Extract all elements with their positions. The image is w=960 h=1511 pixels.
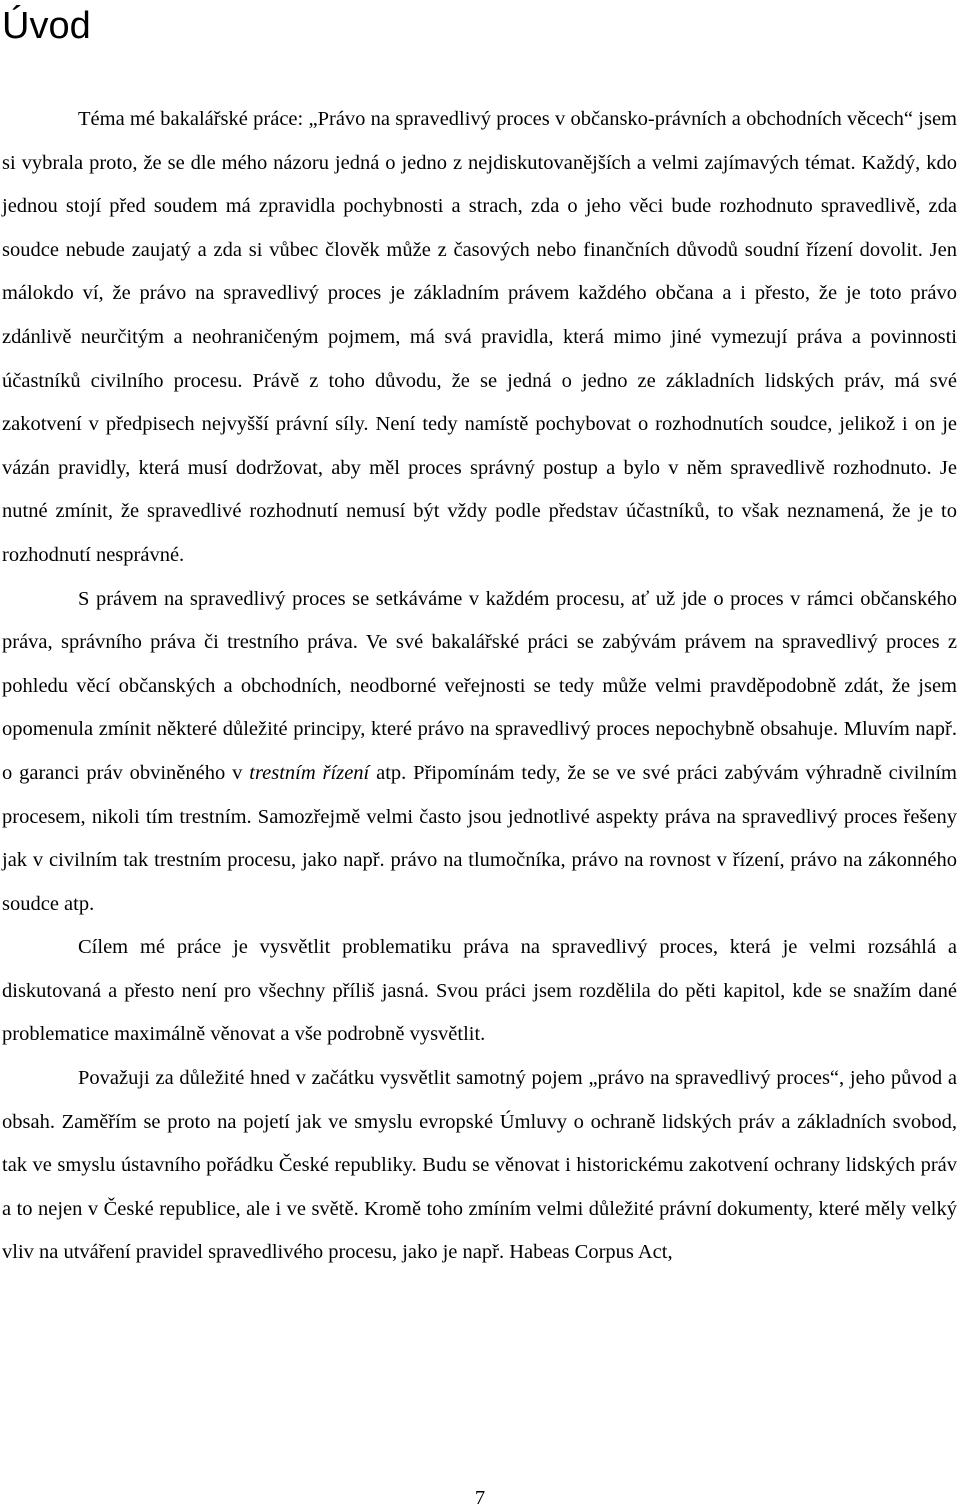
paragraph-2 <box>2 578 957 927</box>
paragraph-4 <box>2 1057 957 1275</box>
page-heading: Úvod <box>2 5 91 47</box>
page-number: 7 <box>474 1487 486 1509</box>
paragraph-1 <box>2 98 957 578</box>
paragraph-text: S právem na spravedlivý proces se setkáváme v každém procesu, ať už jde o proces v rámci občanského práva, správního práva či trestního práva. Ve své bakalářské práci se zabývám právem na spravedlivý proces z pohledu věcí občanských a obchodních, neodborné veřejnosti se tedy může velmi pravděpodobně zdát, že jsem opomenula zmínit některé důležité principy, které právo na spravedlivý proces nepochybně obsahuje. Mluvím např. o garanci práv obviněného v <box>2 587 957 784</box>
paragraph-text: Cílem mé práce je vysvětlit problematiku práva na spravedlivý proces, která je velmi rozsáhlá a diskutovaná a přesto není pro všechny příliš jasná. Svou práci jsem rozdělila do pěti kapitol, kde se snažím dané problematice maximálně věnovat a vše podrobně vysvětlit. <box>2 936 957 1046</box>
document-body <box>2 98 957 1275</box>
paragraph-text: Téma mé bakalářské práce: „Právo na spravedlivý proces v občansko-právních a obchodních věcech“ jsem si vybrala proto, že se dle mého názoru jedná o jedno z nejdiskutovanějších a velmi zajímavých témat. Každý, kdo jednou stojí před soudem má zpravidla pochybnosti a strach, zda o jeho věci bude rozhodnuto spravedlivě, zda soudce nebude zaujatý a zda si vůbec člověk může z časových nebo finančních důvodů soudní řízení dovolit. Jen málokdo ví, že právo na spravedlivý proces je základním právem každého občana a i přesto, že je toto právo zdánlivě neurčitým a neohraničeným pojmem, má svá pravidla, která mimo jiné vymezují práva a povinnosti účastníků civilního procesu. Právě z toho důvodu, že se jedná o jedno ze základních lidských práv, má své zakotvení v předpisech nejvyšší právní síly. Není tedy namístě pochybovat o rozhodnutích soudce, jelikož i on je vázán pravidly, která musí dodržovat, aby měl proces správný postup a bylo v něm spravedlivě rozhodnuto. Je nutné zmínit, že spravedlivé rozhodnutí nemusí být vždy podle představ účastníků, to však neznamená, že je to rozhodnutí nesprávné. <box>2 108 957 566</box>
paragraph-italic-text: trestním řízení <box>249 761 370 784</box>
paragraph-text: atp. Připomínám tedy, že se ve své práci zabývám výhradně civilním procesem, nikoli tím trestním. Samozřejmě velmi často jsou jednotlivé aspekty práva na spravedlivý proces řešeny jak v civilním tak trestním procesu, jako např. právo na tlumočníka, právo na rovnost v řízení, právo na zákonného soudce atp. <box>2 761 957 915</box>
paragraph-text: Považuji za důležité hned v začátku vysvětlit samotný pojem „právo na spravedlivý proces“, jeho původ a obsah. Zaměřím se proto na pojetí jak ve smyslu evropské Úmluvy o ochraně lidských práv a základních svobod, tak ve smyslu ústavního pořádku České republiky. Budu se věnovat i historickému zakotvení ochrany lidských práv a to nejen v České republice, ale i ve světě. Kromě toho zmíním velmi důležité právní dokumenty, které měly velký vliv na utváření pravidel spravedlivého procesu, jako je např. Habeas Corpus Act, <box>2 1067 957 1264</box>
paragraph-3 <box>2 926 957 1057</box>
